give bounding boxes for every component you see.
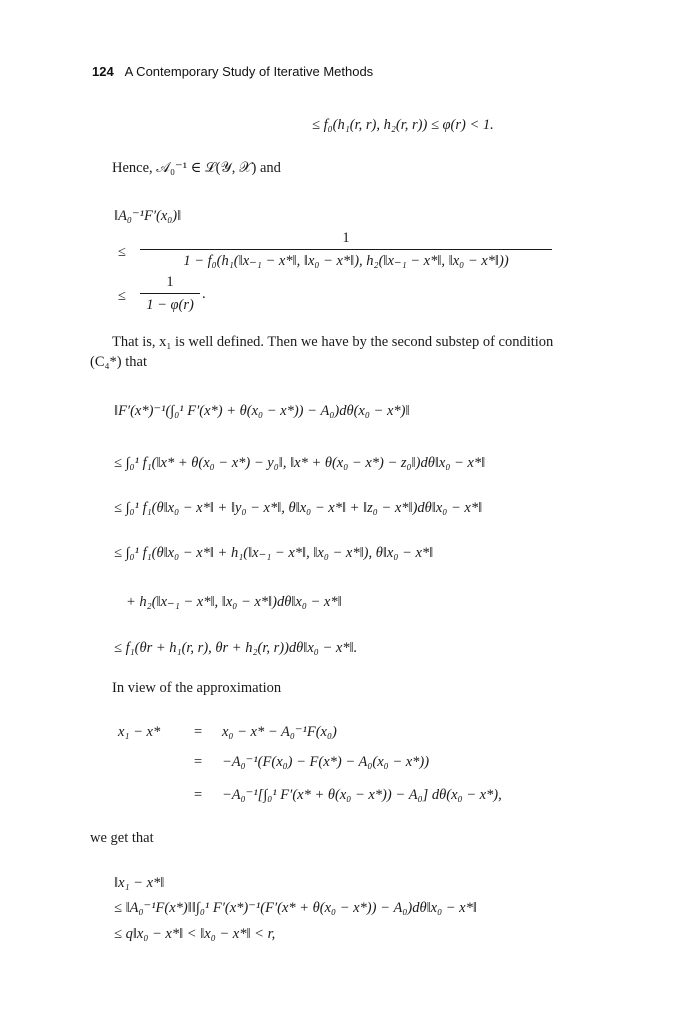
approx-eq-1: = (194, 724, 203, 740)
le-symbol-1: ≤ (118, 244, 126, 260)
estimate-line-1: ‖F′(x*)⁻¹(∫₀¹ F′(x*) + θ(x₀ − x*)) − A₀)dθ(x₀ − x*)‖ (114, 403, 410, 419)
fraction-2-numerator: 1 (166, 274, 174, 290)
estimate-line-4: ≤ ∫₀¹ f₁(θ‖x₀ − x*‖ + h₁(‖x₋₁ − x*‖, ‖x₀ − x*‖), θ‖x₀ − x*‖ (114, 545, 434, 561)
fraction-1-numerator: 1 (342, 230, 350, 246)
norm-expression: ‖A₀⁻¹F′(x₀)‖ (114, 208, 182, 224)
fraction-1-bar (140, 249, 552, 250)
approx-eq-2: = (194, 754, 203, 770)
fraction-2-bar (140, 293, 200, 294)
le-symbol-2: ≤ (118, 288, 126, 304)
estimate-line-5: + h₂(‖x₋₁ − x*‖, ‖x₀ − x*‖)dθ‖x₀ − x*‖ (126, 594, 342, 610)
approx-rhs-2: −A₀⁻¹(F(x₀) − F(x*) − A₀(x₀ − x*)) (222, 754, 430, 770)
approx-rhs-3: −A₀⁻¹[∫₀¹ F′(x* + θ(x₀ − x*)) − A₀] dθ(x₀ − x*), (222, 787, 502, 803)
estimate-line-2: ≤ ∫₀¹ f₁(‖x* + θ(x₀ − x*) − y₀‖, ‖x* + θ(x₀ − x*) − z₀‖)dθ‖x₀ − x*‖ (114, 455, 486, 471)
approx-lhs: x₁ − x* (118, 724, 161, 740)
inequality-top: ≤ f₀(h₁(r, r), h₂(r, r)) ≤ φ(r) < 1. (312, 117, 494, 133)
estimate-line-3: ≤ ∫₀¹ f₁(θ‖x₀ − x*‖ + ‖y₀ − x*‖, θ‖x₀ − x*‖ + ‖z₀ − x*‖)dθ‖x₀ − x*‖ (114, 500, 483, 516)
final-norm: ‖x₁ − x*‖ (114, 875, 165, 891)
final-bound-line-1: ≤ ‖A₀⁻¹F(x*)‖‖∫₀¹ F′(x*)⁻¹(F′(x* + θ(x₀ − x*)) − A₀)dθ‖x₀ − x*‖ (114, 900, 477, 916)
page-number: 124 (92, 64, 114, 79)
paragraph-that-is-line-1: That is, x₁ is well defined. Then we have by the second substep of condition (112, 334, 554, 350)
approx-eq-3: = (194, 787, 203, 803)
fraction-1-denominator: 1 − f₀(h₁(‖x₋₁ − x*‖, ‖x₀ − x*‖), h₂(‖x₋₁ − x*‖, ‖x₀ − x*‖)) (183, 253, 509, 269)
running-title: A Contemporary Study of Iterative Methods (124, 64, 374, 79)
hence-sentence: Hence, 𝒜₀⁻¹ ∈ ℒ(𝒴, 𝒳) and (112, 160, 281, 176)
estimate-line-6: ≤ f₁(θr + h₁(r, r), θr + h₂(r, r))dθ‖x₀ − x*‖. (114, 640, 358, 656)
running-header (92, 64, 373, 79)
we-get-sentence: we get that (90, 830, 154, 846)
in-view-sentence: In view of the approximation (112, 680, 282, 696)
final-bound-line-2: ≤ q‖x₀ − x*‖ < ‖x₀ − x*‖ < r, (114, 926, 276, 942)
fraction-2-period: . (202, 286, 206, 302)
paragraph-that-is-line-2: (C₄*) that (90, 354, 148, 370)
fraction-2-denominator: 1 − φ(r) (146, 297, 194, 313)
approx-rhs-1: x₀ − x* − A₀⁻¹F(x₀) (222, 724, 337, 740)
